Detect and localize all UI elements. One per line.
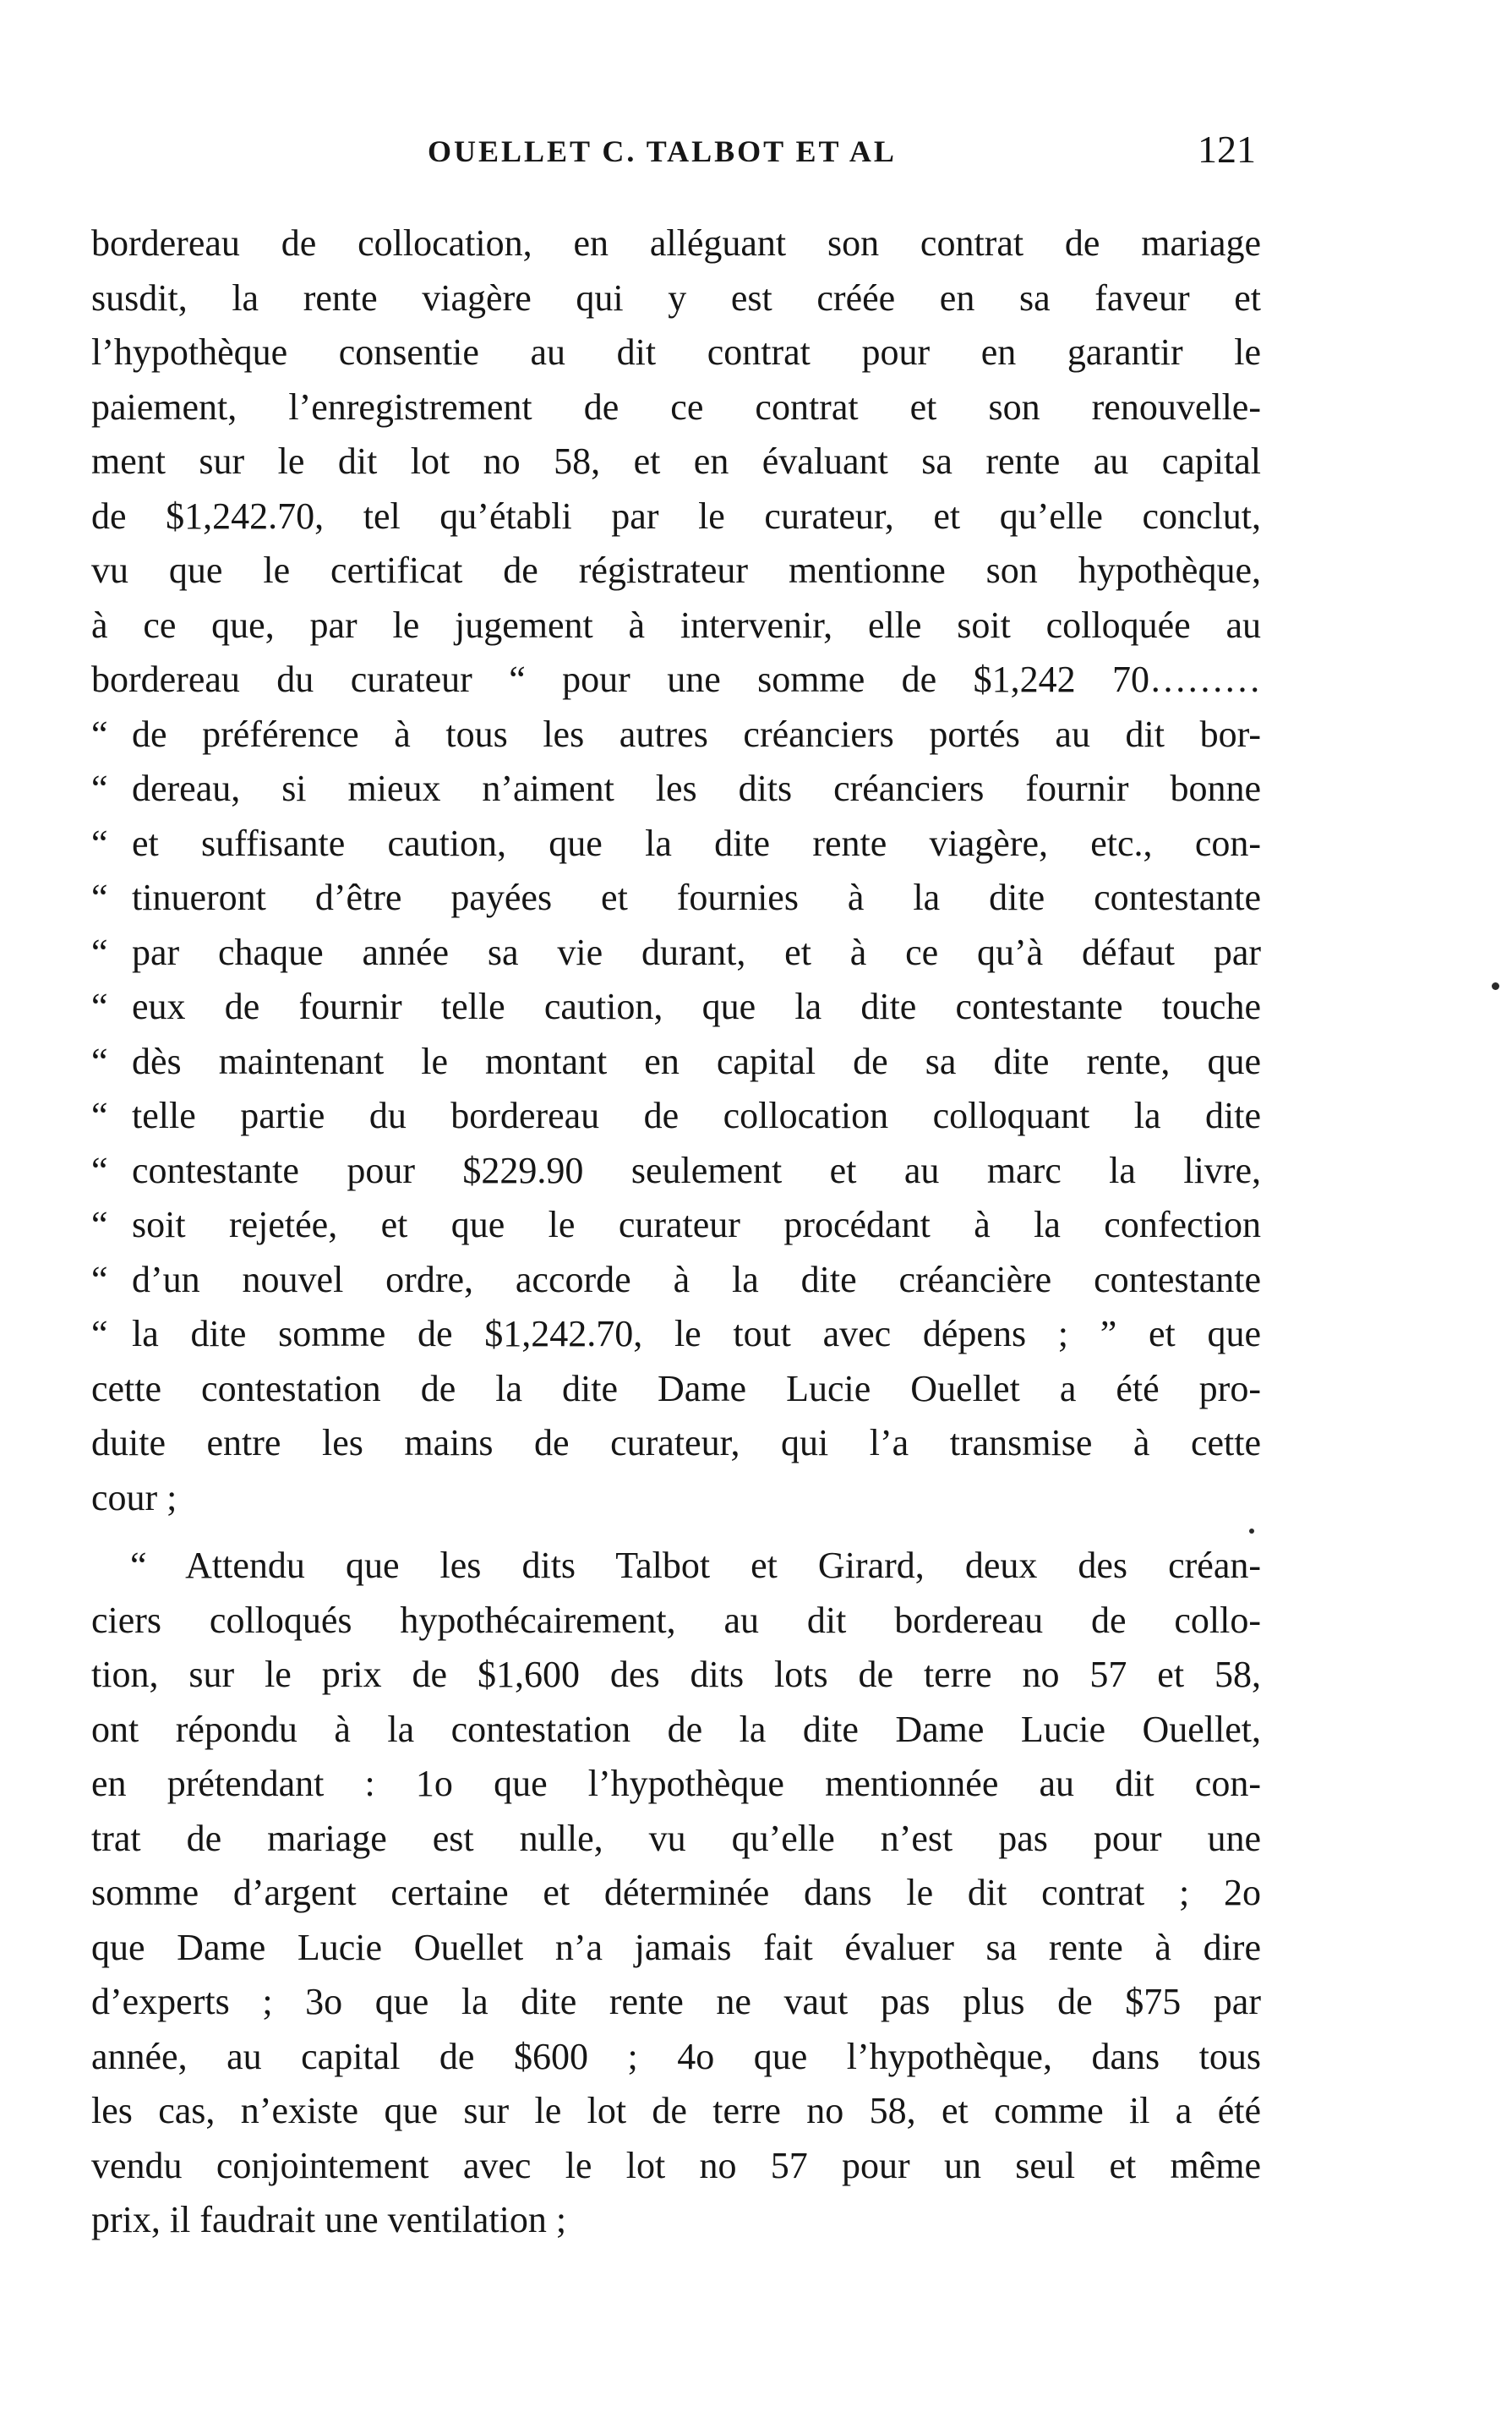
line-text: telle partie du bordereau de collocation colloquant la dite (132, 1095, 1261, 1136)
line-text: vu que le certificat de régistrateur mentionne son hypothèque, (91, 550, 1261, 591)
text-line (91, 653, 1261, 708)
quote-mark: “ (91, 877, 108, 918)
line-text: ment sur le dit lot no 58, et en évaluant sa rente au capital (91, 440, 1261, 482)
line-text: susdit, la rente viagère qui y est créée en sa faveur et (91, 276, 1261, 319)
line-text: trat de mariage est nulle, vu qu’elle n’est pas pour une (91, 1817, 1261, 1859)
text-line (91, 490, 1261, 544)
line-text: d’un nouvel ordre, accorde à la dite créancière contestante (132, 1258, 1261, 1300)
text-line (91, 1866, 1261, 1921)
line-text: année, au capital de $600 ; 4o que l’hypothèque, dans tous (91, 2035, 1261, 2077)
stray-ink-mark (1249, 1529, 1254, 1534)
quote-mark: “ (91, 1149, 108, 1191)
text-line (91, 1539, 1261, 1594)
text-line (91, 1648, 1261, 1703)
text-line (91, 2084, 1261, 2139)
text-line (91, 216, 1261, 271)
quote-mark: “ (91, 1258, 108, 1300)
text-line (91, 871, 1261, 926)
text-line (91, 1703, 1261, 1758)
text-line (91, 2139, 1261, 2194)
quote-mark: “ (91, 986, 108, 1027)
text-line (91, 325, 1261, 380)
body-text (91, 216, 1261, 2248)
line-text: de préférence à tous les autres créanciers portés au dit bor- (132, 713, 1261, 755)
page-number: 121 (1198, 128, 1256, 171)
line-text: dès maintenant le montant en capital de sa dite rente, que (132, 1040, 1261, 1082)
line-text: bordereau du curateur “ pour une somme de $1,242 70……… (91, 659, 1261, 700)
text-line (91, 1362, 1261, 1417)
quote-mark: “ (91, 768, 108, 809)
text-line (91, 1471, 1261, 1526)
quote-mark: “ (91, 931, 108, 973)
text-line (91, 1921, 1261, 1976)
line-text: que Dame Lucie Ouellet n’a jamais fait évaluer sa rente à dire (91, 1926, 1261, 1968)
line-text: duite entre les mains de curateur, qui l’a transmise à cette (91, 1422, 1261, 1463)
text-line (91, 2030, 1261, 2085)
line-text: somme d’argent certaine et déterminée dans le dit contrat ; 2o (91, 1872, 1261, 1913)
line-text: à ce que, par le jugement à intervenir, elle soit colloquée au (91, 604, 1261, 646)
quote-mark: “ (91, 1095, 108, 1136)
text-line (91, 271, 1261, 326)
line-text: de $1,242.70, tel qu’établi par le curateur, et qu’elle conclut, (91, 495, 1261, 537)
line-text: les cas, n’existe que sur le lot de terre no 58, et comme il a été (91, 2090, 1261, 2131)
line-text: ont répondu à la contestation de la dite Dame Lucie Ouellet, (91, 1708, 1261, 1750)
quote-mark: “ (91, 713, 108, 755)
text-line (91, 380, 1261, 435)
text-line (91, 599, 1261, 654)
quote-mark: “ (91, 1040, 108, 1082)
text-line (91, 2193, 1261, 2248)
text-line (91, 926, 1261, 981)
line-text: contestante pour $229.90 seulement et au marc la livre, (132, 1149, 1261, 1191)
line-text: l’hypothèque consentie au dit contrat pour en garantir le (91, 331, 1261, 373)
text-line (91, 980, 1261, 1035)
line-text: par chaque année sa vie durant, et à ce qu’à défaut par (132, 931, 1261, 973)
text-line (91, 1307, 1261, 1362)
text-line (91, 1089, 1261, 1144)
quote-mark: “ (91, 1313, 108, 1354)
text-line (91, 1144, 1261, 1199)
line-text: tinueront d’être payées et fournies à la dite contestante (132, 877, 1261, 918)
text-line (91, 1253, 1261, 1308)
line-text: vendu conjointement avec le lot no 57 pour un seul et même (91, 2144, 1261, 2186)
quote-mark: “ (91, 822, 108, 864)
line-text: eux de fournir telle caution, que la dite contestante touche (132, 986, 1261, 1027)
line-text: “ Attendu que les dits Talbot et Girard, deux des créan- (130, 1545, 1261, 1586)
line-text: d’experts ; 3o que la dite rente ne vaut pas plus de $75 par (91, 1981, 1261, 2022)
line-text: paiement, l’enregistrement de ce contrat et son renouvelle- (91, 386, 1261, 428)
line-text: la dite somme de $1,242.70, le tout avec dépens ; ” et que (132, 1313, 1261, 1354)
line-text: prix, il faudrait une ventilation ; (91, 2199, 567, 2240)
text-line (91, 1035, 1261, 1090)
line-text: tion, sur le prix de $1,600 des dits lots de terre no 57 et 58, (91, 1654, 1261, 1695)
line-text: ciers colloqués hypothécairement, au dit bordereau de collo- (91, 1599, 1261, 1641)
text-line (91, 544, 1261, 599)
line-text: dereau, si mieux n’aiment les dits créanciers fournir bonne (132, 768, 1261, 809)
running-head: OUELLET C. TALBOT ET AL (428, 134, 897, 168)
text-line (91, 435, 1261, 490)
line-text: cour ; (91, 1476, 177, 1518)
line-text: bordereau de collocation, en alléguant son contrat de mariage (91, 222, 1261, 264)
page-header (91, 127, 1256, 178)
text-line (91, 1812, 1261, 1867)
text-line (91, 1757, 1261, 1812)
text-line (91, 1594, 1261, 1649)
text-line (91, 1198, 1261, 1253)
quote-mark: “ (91, 1204, 108, 1245)
line-text: en prétendant : 1o que l’hypothèque mentionnée au dit con- (91, 1763, 1261, 1804)
text-line (91, 817, 1261, 872)
stray-ink-mark (1492, 982, 1499, 990)
text-line (91, 762, 1261, 817)
line-text: et suffisante caution, que la dite rente viagère, etc., con- (132, 822, 1261, 864)
text-line (91, 708, 1261, 763)
text-line (91, 1975, 1261, 2030)
line-text: cette contestation de la dite Dame Lucie Ouellet a été pro- (91, 1367, 1261, 1409)
text-line (91, 1416, 1261, 1471)
line-text: soit rejetée, et que le curateur procédant à la confection (132, 1204, 1261, 1245)
